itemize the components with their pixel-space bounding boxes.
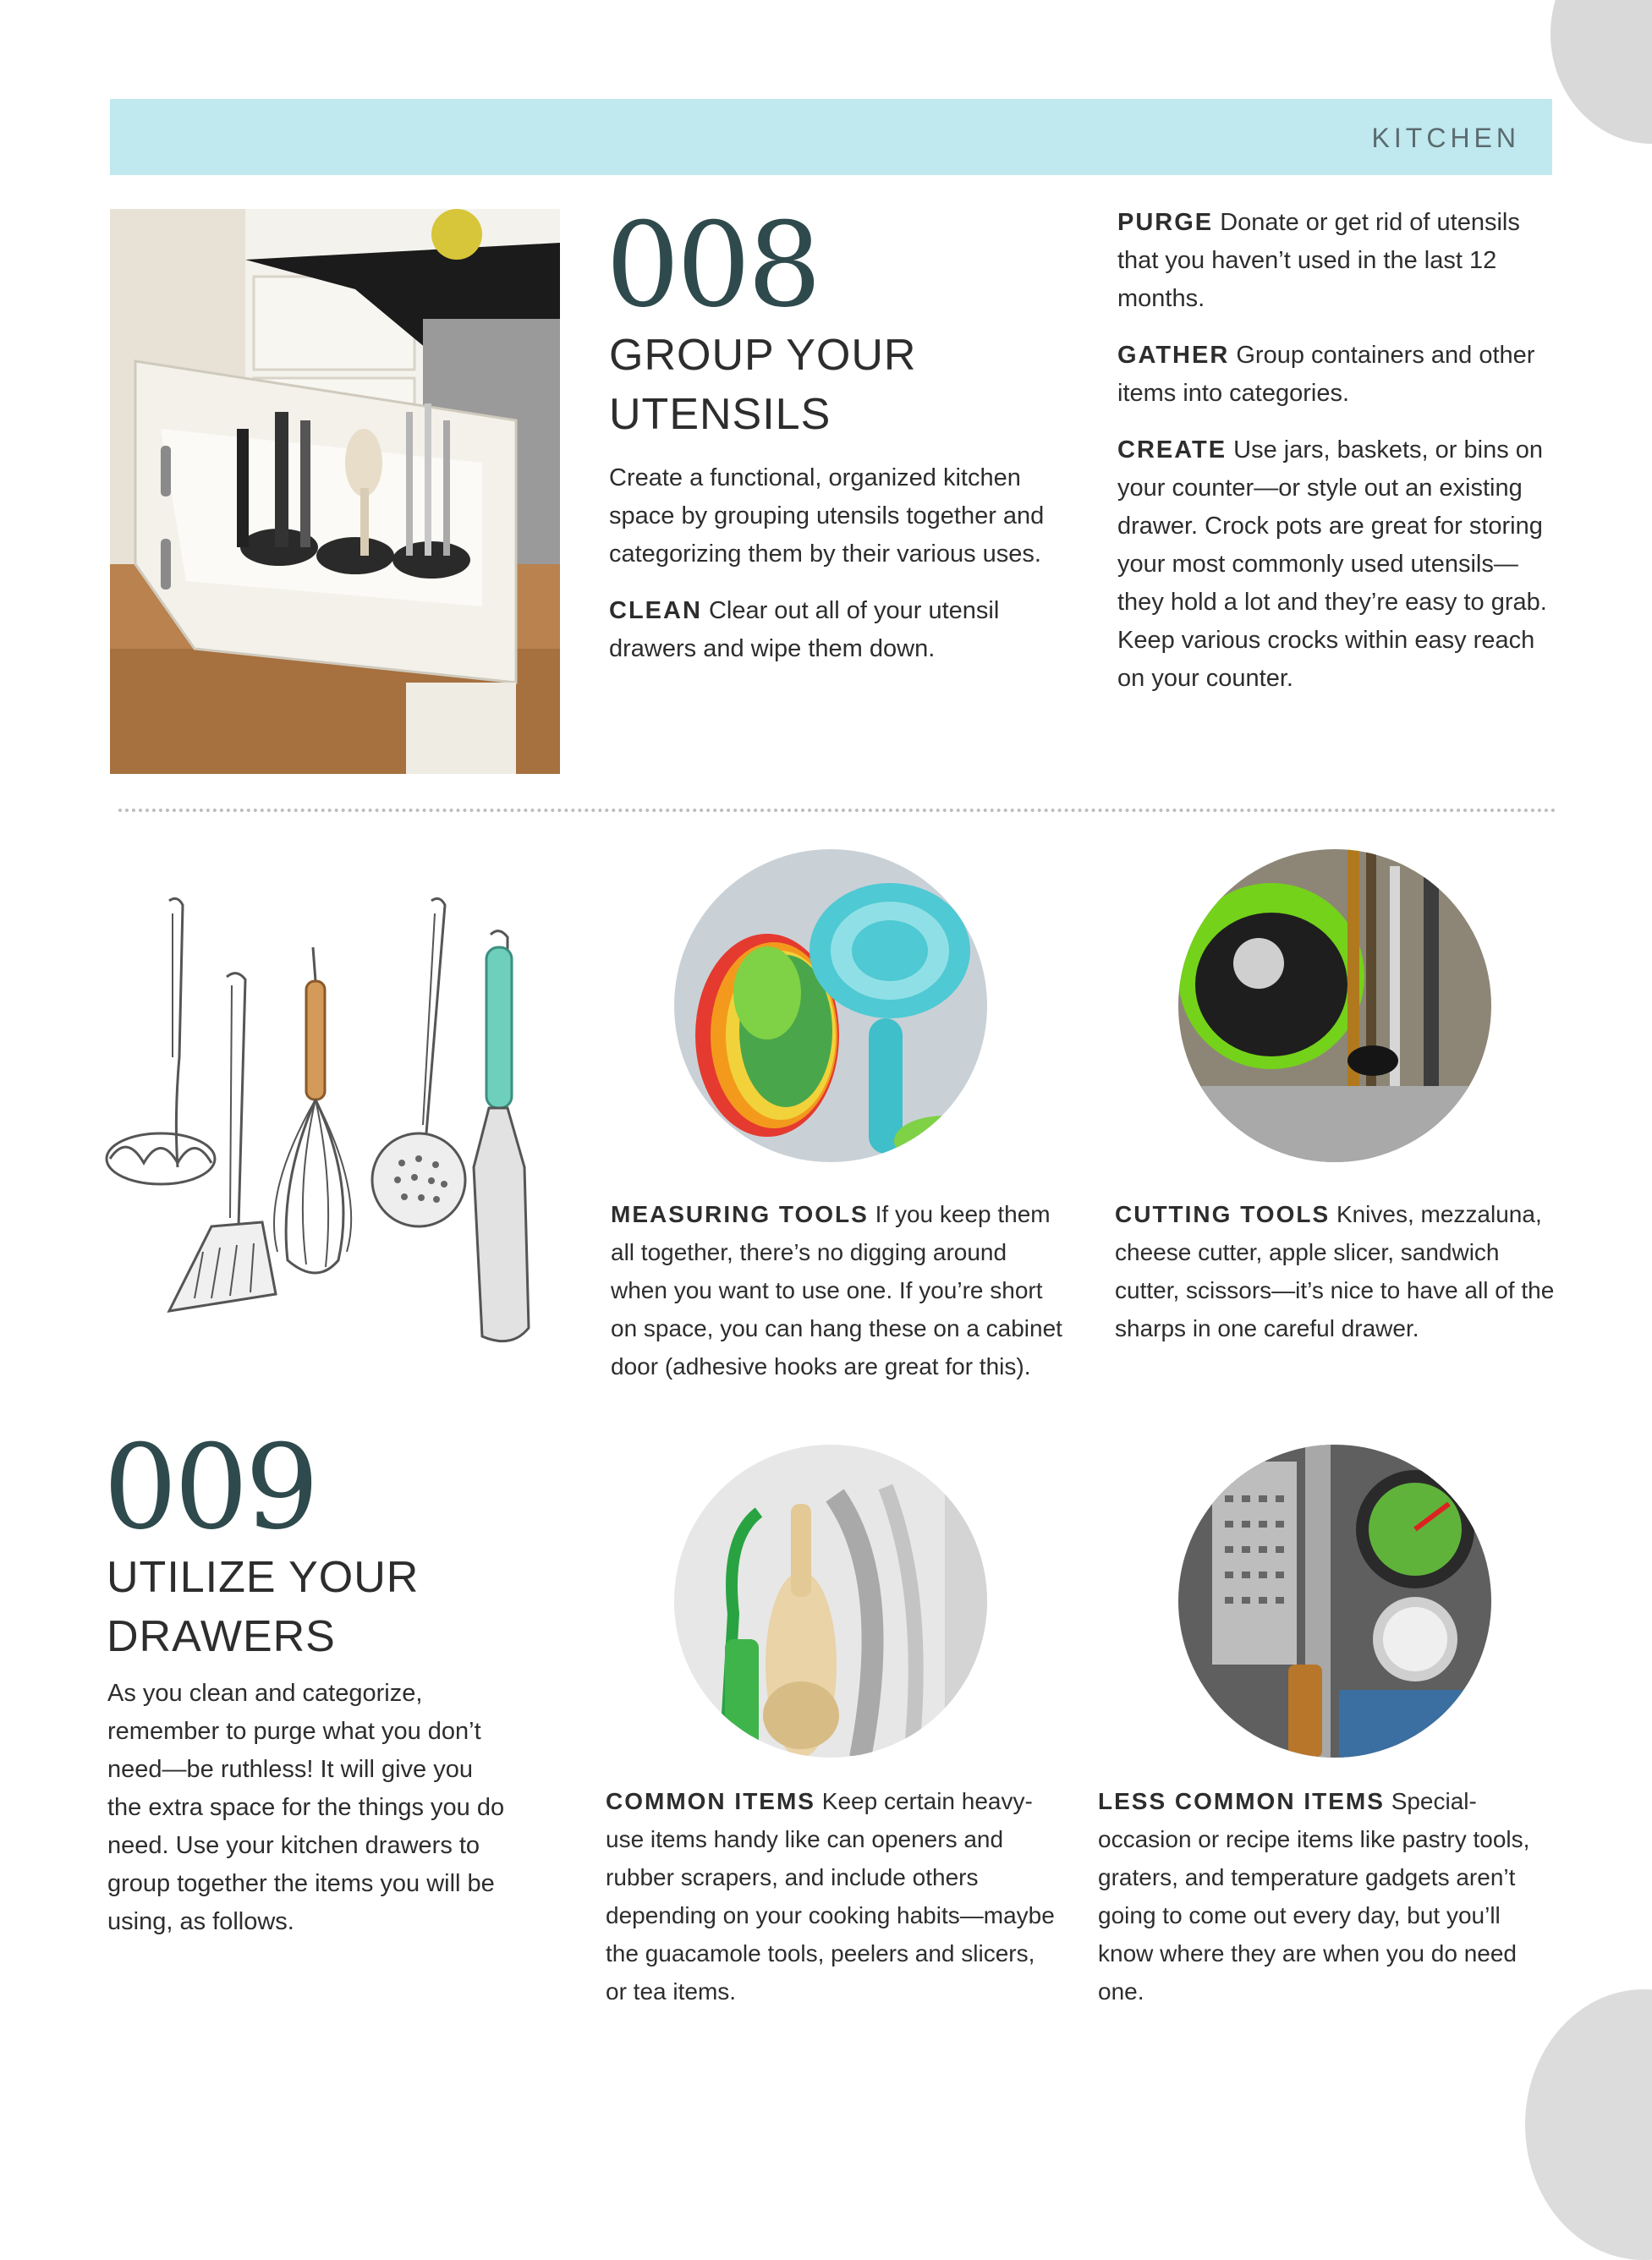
gather-label: GATHER (1117, 342, 1230, 369)
create-step (1117, 431, 1553, 698)
tip-008-title (609, 326, 917, 444)
measuring-tools-caption (611, 1195, 1067, 1385)
less-common-items-label: LESS COMMON ITEMS (1098, 1788, 1385, 1814)
common-items-text: Keep certain heavy-use items handy like can openers and rubber scrapers, and include others depending on your cooking habits—maybe the guacamole tools, peelers and slicers, or tea items. (606, 1788, 1055, 2005)
tip-009-title-line2: DRAWERS (107, 1612, 336, 1661)
less-common-items-text: Special-occasion or recipe items like pastry tools, graters, and temperature gadgets aren’t going to come out every day, but you’ll know where they are when you do need one. (1098, 1788, 1530, 2005)
cutting-tools-label: CUTTING TOOLS (1115, 1201, 1331, 1227)
tip-009-title (107, 1548, 419, 1666)
common-items-caption (606, 1782, 1058, 2010)
tip-008-title-line1: GROUP YOUR (609, 331, 917, 380)
measuring-tools-text: If you keep them all together, there’s no digging around when you want to use one. If you’re short on space, you can hang these on a cabinet door (adhesive hooks are great for this). (611, 1201, 1062, 1380)
cutting-tools-text: Knives, mezzaluna, cheese cutter, apple slicer, sandwich cutter, scissors—it’s nice to have all of the sharps in one careful drawer. (1115, 1201, 1555, 1341)
utensil-drawer-photo (110, 209, 560, 774)
tip-009-intro: As you clean and categorize, remember to purge what you don’t need—be ruthless! It will give you the extra space for the things you do need. Use your kitchen drawers to group together the items you will be using, as follows. (107, 1680, 505, 1935)
gather-text: Group containers and other items into categories. (1117, 342, 1535, 407)
clean-step (609, 592, 1053, 668)
less-common-items-photo (1178, 1445, 1491, 1758)
utensils-illustration (85, 888, 541, 1362)
tip-009-title-line1: UTILIZE YOUR (107, 1553, 420, 1602)
clean-label: CLEAN (609, 597, 702, 624)
tip-009-body (107, 1675, 505, 1960)
tip-008-steps (1117, 204, 1553, 716)
measuring-tools-label: MEASURING TOOLS (611, 1201, 869, 1227)
page-edge-shadow-top (1550, 0, 1652, 144)
purge-step (1117, 204, 1553, 318)
tip-008-title-line2: UTENSILS (609, 390, 831, 439)
tip-008-body (609, 459, 1053, 687)
create-label: CREATE (1117, 436, 1227, 464)
page-edge-shadow-bottom (1525, 1989, 1652, 2260)
section-divider (118, 809, 1556, 812)
cutting-tools-caption (1115, 1195, 1555, 1347)
create-text: Use jars, baskets, or bins on your counter—or style out an existing drawer. Crock pots are great for storing your most commonly used utensils—they hold a lot and they’re easy to grab. Keep various crocks within easy reach on your counter. (1117, 436, 1547, 692)
less-common-items-caption (1098, 1782, 1555, 2010)
cutting-tools-photo (1178, 849, 1491, 1162)
common-items-photo (674, 1445, 987, 1758)
tip-number-008: 008 (606, 197, 819, 333)
measuring-tools-photo (674, 849, 987, 1162)
purge-text: Donate or get rid of utensils that you haven’t used in the last 12 months. (1117, 209, 1520, 312)
purge-label: PURGE (1117, 209, 1214, 236)
section-label: KITCHEN (1371, 123, 1520, 153)
common-items-label: COMMON ITEMS (606, 1788, 815, 1814)
tip-number-009: 009 (103, 1419, 316, 1555)
gather-step (1117, 337, 1553, 413)
section-header-band (110, 99, 1552, 175)
clean-text: Clear out all of your utensil drawers and wipe them down. (609, 597, 1000, 662)
tip-008-intro: Create a functional, organized kitchen space by grouping utensils together and categorizing them by their various uses. (609, 464, 1045, 568)
